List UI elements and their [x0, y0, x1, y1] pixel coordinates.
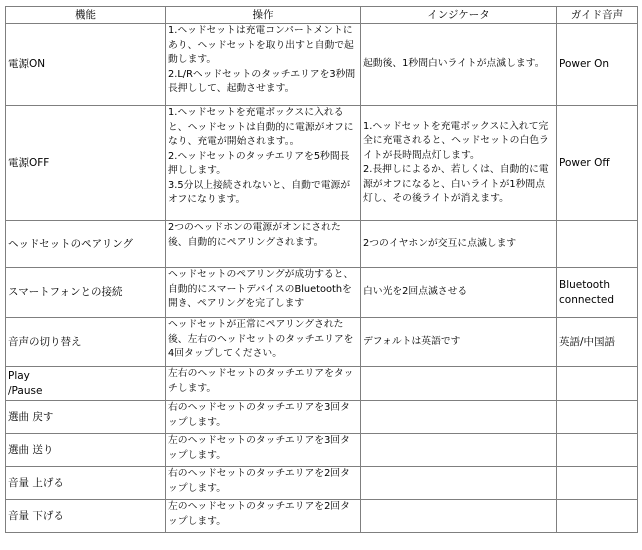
table-row [6, 367, 638, 401]
table-row [6, 401, 638, 434]
cell-indicator [361, 434, 557, 467]
table-row [6, 106, 638, 221]
cell-indicator: 2つのイヤホンが交互に点滅します [361, 221, 557, 268]
cell-operation: 右のヘッドセットのタッチエリアを3回タップします。 [166, 401, 361, 434]
table-row [6, 318, 638, 367]
cell-operation: 右のヘッドセットのタッチエリアを2回タップします。 [166, 467, 361, 500]
cell-operation: 左のヘッドセットのタッチエリアを2回タップします。 [166, 500, 361, 533]
table-row [6, 24, 638, 106]
cell-function: 選曲 送り [6, 434, 166, 467]
header-voice: ガイド音声 [557, 7, 638, 24]
cell-function: 音声の切り替え [6, 318, 166, 367]
cell-operation: 左のヘッドセットのタッチエリアを3回タップします。 [166, 434, 361, 467]
cell-indicator [361, 401, 557, 434]
cell-function: 音量 上げる [6, 467, 166, 500]
cell-indicator: 起動後、1秒間白いライトが点滅します。 [361, 24, 557, 106]
cell-voice [557, 434, 638, 467]
cell-indicator [361, 367, 557, 401]
cell-function: 電源OFF [6, 106, 166, 221]
cell-indicator: 1.ヘッドセットを充電ボックスに入れて完全に充電されると、ヘッドセットの白色ライトが長時間点灯します。 2.長押しによるか、若しくは、自動的に電源がオフになると、白いライトが1秒間点灯し、その後ライトが消えます。 [361, 106, 557, 221]
cell-operation: ヘッドセットが正常にペアリングされた後、左右のヘッドセットのタッチエリアを4回タップしてください。 [166, 318, 361, 367]
cell-voice [557, 467, 638, 500]
cell-operation: 1.ヘッドセットは充電コンパートメントにあり、ヘッドセットを取り出すと自動で起動します。 2.L/Rヘッドセットのタッチエリアを3秒間長押しして、起動させます。 [166, 24, 361, 106]
cell-function: Play /Pause [6, 367, 166, 401]
header-operation: 操作 [166, 7, 361, 24]
table-row [6, 467, 638, 500]
cell-indicator [361, 500, 557, 533]
function-table [5, 6, 638, 533]
cell-function: 選曲 戻す [6, 401, 166, 434]
header-indicator: インジケータ [361, 7, 557, 24]
cell-function: 音量 下げる [6, 500, 166, 533]
cell-indicator: デフォルトは英語です [361, 318, 557, 367]
table-row [6, 268, 638, 318]
cell-operation: 2つのヘッドホンの電源がオンにされた後、自動的にペアリングされます。 [166, 221, 361, 268]
cell-voice: 英語/中国語 [557, 318, 638, 367]
cell-voice [557, 500, 638, 533]
cell-indicator: 白い光を2回点滅させる [361, 268, 557, 318]
table-row [6, 434, 638, 467]
cell-function: スマートフォンとの接続 [6, 268, 166, 318]
cell-voice [557, 221, 638, 268]
cell-indicator [361, 467, 557, 500]
table-row [6, 500, 638, 533]
cell-voice [557, 401, 638, 434]
table-row [6, 221, 638, 268]
cell-voice [557, 367, 638, 401]
cell-operation: 1.ヘッドセットを充電ボックスに入れると、ヘッドセットは自動的に電源がオフになり、充電が開始されます。。 2.ヘッドセットのタッチエリアを5秒間長押しします。 3.5分以上接続されないと、自動で電源がオフになります。 [166, 106, 361, 221]
cell-voice: Bluetooth connected [557, 268, 638, 318]
cell-function: 電源ON [6, 24, 166, 106]
cell-function: ヘッドセットのペアリング [6, 221, 166, 268]
cell-operation: ヘッドセットのペアリングが成功すると、自動的にスマートデバイスのBluetoothを開き、ペアリングを完了します [166, 268, 361, 318]
cell-voice: Power Off [557, 106, 638, 221]
cell-operation: 左右のヘッドセットのタッチエリアをタッチします。 [166, 367, 361, 401]
cell-voice: Power On [557, 24, 638, 106]
table-header-row [6, 7, 638, 24]
header-function: 機能 [6, 7, 166, 24]
